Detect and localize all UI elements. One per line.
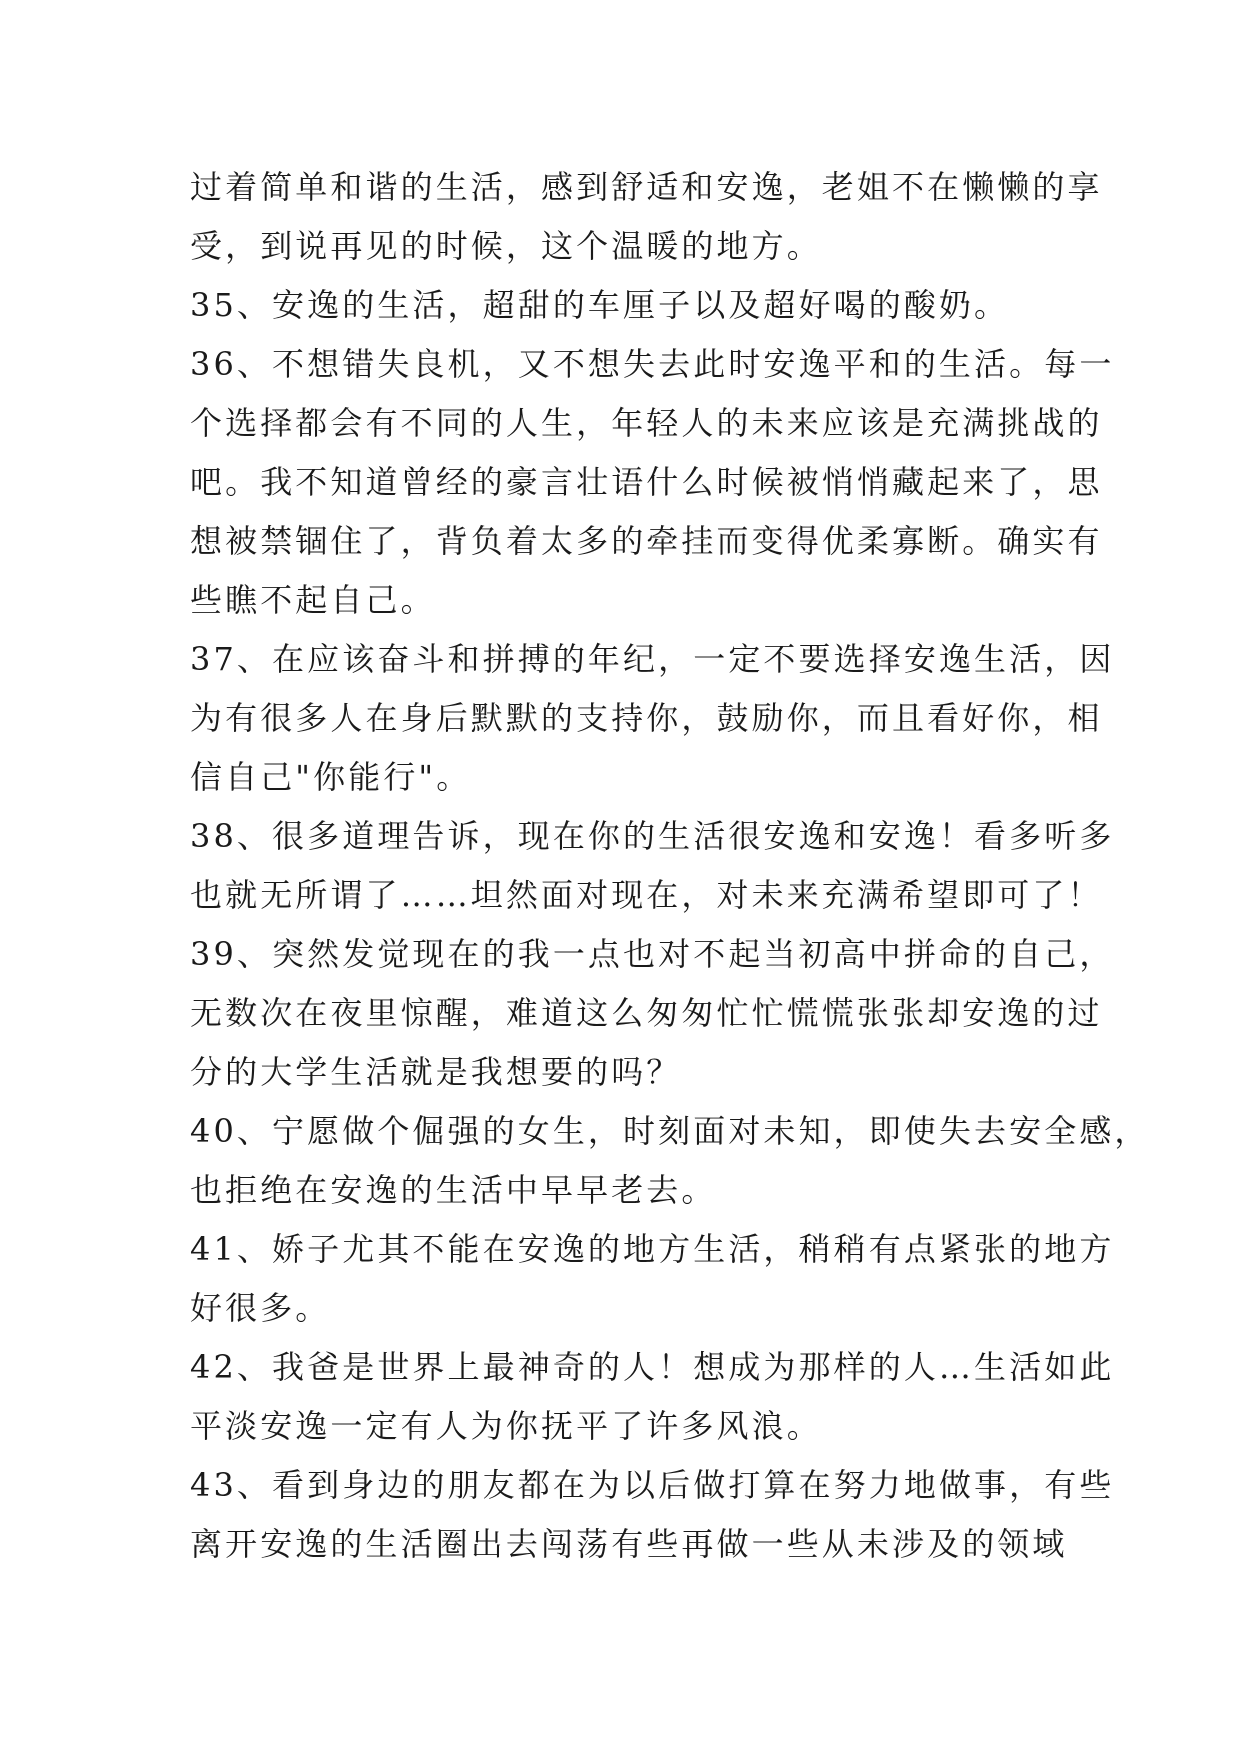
text-line: 40、宁愿做个倔强的女生，时刻面对未知，即使失去安全感， (190, 1112, 1150, 1150)
text-line: 38、很多道理告诉，现在你的生活很安逸和安逸！看多听多 (190, 817, 1115, 855)
text-line: 过着简单和谐的生活，感到舒适和安逸，老姐不在懒懒的享 (190, 168, 1103, 206)
text-line: 好很多。 (190, 1289, 331, 1327)
text-line: 也拒绝在安逸的生活中早早老去。 (190, 1171, 717, 1209)
text-line: 无数次在夜里惊醒，难道这么匆匆忙忙慌慌张张却安逸的过 (190, 994, 1103, 1032)
text-line: 为有很多人在身后默默的支持你，鼓励你，而且看好你，相 (190, 699, 1103, 737)
text-line: 36、不想错失良机，又不想失去此时安逸平和的生活。每一 (190, 345, 1115, 383)
text-line: 些瞧不起自己。 (190, 581, 436, 619)
text-line: 想被禁锢住了，背负着太多的牵挂而变得优柔寡断。确实有 (190, 522, 1103, 560)
text-line: 离开安逸的生活圈出去闯荡有些再做一些从未涉及的领域 (190, 1525, 1068, 1563)
text-line: 受，到说再见的时候，这个温暖的地方。 (190, 227, 822, 265)
text-line: 信自己"你能行"。 (190, 758, 472, 796)
text-line: 吧。我不知道曾经的豪言壮语什么时候被悄悄藏起来了，思 (190, 463, 1103, 501)
text-line: 平淡安逸一定有人为你抚平了许多风浪。 (190, 1407, 822, 1445)
text-line: 41、娇子尤其不能在安逸的地方生活，稍稍有点紧张的地方 (190, 1230, 1115, 1268)
text-line: 39、突然发觉现在的我一点也对不起当初高中拼命的自己， (190, 935, 1115, 973)
text-line: 也就无所谓了……坦然面对现在，对未来充满希望即可了！ (190, 876, 1103, 914)
text-line: 个选择都会有不同的人生，年轻人的未来应该是充满挑战的 (190, 404, 1103, 442)
text-line: 分的大学生活就是我想要的吗？ (190, 1053, 682, 1091)
text-line: 37、在应该奋斗和拼搏的年纪，一定不要选择安逸生活，因 (190, 640, 1115, 678)
text-line: 35、安逸的生活，超甜的车厘子以及超好喝的酸奶。 (190, 286, 1010, 324)
document-body (190, 158, 1150, 1574)
text-line: 43、看到身边的朋友都在为以后做打算在努力地做事，有些 (190, 1466, 1115, 1504)
text-line: 42、我爸是世界上最神奇的人！想成为那样的人…生活如此 (190, 1348, 1115, 1386)
